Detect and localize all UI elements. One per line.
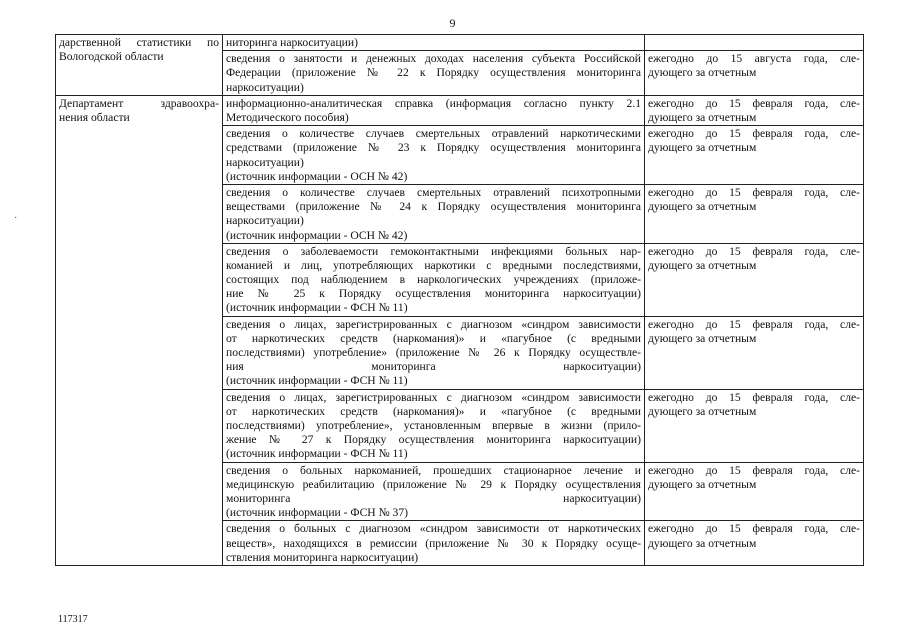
text-line: сведения о больных наркоманией, прошедших стационарное лечение и xyxy=(226,463,641,477)
text-line: мониторинга наркоситуации) xyxy=(226,491,641,505)
text-line: ежегодно до 15 февраля года, сле- xyxy=(648,522,860,536)
text-line: сведения о лицах, зарегистрированных с диагнозом «синдром зависимости xyxy=(226,390,641,404)
cell-information xyxy=(223,316,645,389)
text-line: от наркотических средств (наркомания)» и «пагубное (с вредными xyxy=(226,404,641,418)
cell-deadline xyxy=(645,184,864,243)
monitoring-schedule-table xyxy=(55,34,864,566)
cell-deadline xyxy=(645,521,864,566)
text-line: ние № 25 к Порядку осуществления мониторинга наркоситуации) xyxy=(226,287,641,301)
text-line: жение № 27 к Порядку осуществления мониторинга наркоситуации) xyxy=(226,433,641,447)
text-line: информационно-аналитическая справка (информация согласно пункту 2.1 xyxy=(226,96,641,110)
cell-deadline xyxy=(645,35,864,51)
text-line: дующего за отчетным xyxy=(648,404,757,418)
text-line: дующего за отчетным xyxy=(648,477,757,491)
text-line: дующего за отчетным xyxy=(648,331,757,345)
cell-information xyxy=(223,51,645,96)
margin-mark: · xyxy=(14,213,18,224)
text-line: средствами (приложение № 23 к Порядку осуществления мониторинга xyxy=(226,141,641,155)
text-line: сведения о больных с диагнозом «синдром зависимости от наркотических xyxy=(226,522,641,536)
text-line: Методического пособия) xyxy=(226,110,349,124)
text-line: наркоситуации) xyxy=(226,214,304,228)
cell-deadline xyxy=(645,316,864,389)
cell-information xyxy=(223,184,645,243)
text-line: веществ», находящихся в ремиссии (приложение № 30 к Порядку осуще- xyxy=(226,536,641,550)
cell-deadline xyxy=(645,95,864,125)
footer-code: 117317 xyxy=(58,614,88,625)
text-line: (источник информации - ФСН № 11) xyxy=(226,301,408,315)
text-line: дующего за отчетным xyxy=(648,141,757,155)
text-line: дующего за отчетным xyxy=(648,110,757,124)
text-line: сведения о лицах, зарегистрированных с диагнозом «синдром зависимости xyxy=(226,317,641,331)
text-line: ежегодно до 15 февраля года, сле- xyxy=(648,244,860,258)
table-row xyxy=(56,95,864,125)
text-line: ежегодно до 15 февраля года, сле- xyxy=(648,127,860,141)
text-line: Федерации (приложение № 22 к Порядку осуществления мониторинга xyxy=(226,66,641,80)
text-line: Департамент здравоохра- xyxy=(59,96,219,110)
text-line: ниторинга наркоситуации) xyxy=(226,36,358,49)
cell-deadline xyxy=(645,51,864,96)
text-line: сведения о занятости и денежных доходах населения субъекта Российской xyxy=(226,52,641,66)
text-line: ния мониторинга наркоситуации) xyxy=(226,360,641,374)
cell-information xyxy=(223,243,645,316)
text-line: веществами (приложение № 24 к Порядку осуществления мониторинга xyxy=(226,200,641,214)
text-line: последствиями) употребление», установленным впервые в жизни (прило- xyxy=(226,418,641,432)
text-line: дующего за отчетным xyxy=(648,200,757,214)
text-line: медицинскую реабилитацию (приложение № 29 к Порядку осуществления xyxy=(226,477,641,491)
text-line: сведения о заболеваемости гемоконтактными инфекциями больных нар- xyxy=(226,244,641,258)
text-line: сведения о количестве случаев смертельных отравлений психотропными xyxy=(226,185,641,199)
cell-source xyxy=(56,95,223,565)
cell-source xyxy=(56,35,223,96)
text-line: последствиями) употребление» (приложение № 26 к Порядку осуществле- xyxy=(226,346,641,360)
text-line: ежегодно до 15 февраля года, сле- xyxy=(648,185,860,199)
text-line: ежегодно до 15 февраля года, сле- xyxy=(648,317,860,331)
text-line: (источник информации - ОСН № 42) xyxy=(226,169,408,183)
text-line: наркоситуации) xyxy=(226,80,304,94)
cell-information xyxy=(223,35,645,51)
text-line: (источник информации - ФСН № 11) xyxy=(226,447,408,461)
cell-deadline xyxy=(645,462,864,521)
table-row xyxy=(56,35,864,51)
text-line: наркоситуации) xyxy=(226,155,304,169)
text-line: состоящих под наблюдением в наркологических учреждениях (приложе- xyxy=(226,273,641,287)
cell-information xyxy=(223,521,645,566)
text-line: ежегодно до 15 февраля года, сле- xyxy=(648,96,860,110)
text-line: сведения о количестве случаев смертельных отравлений наркотическими xyxy=(226,127,641,141)
text-line: (источник информации - ОСН № 42) xyxy=(226,228,408,242)
text-line: (источник информации - ФСН № 11) xyxy=(226,374,408,388)
text-line: дующего за отчетным xyxy=(648,536,757,550)
page-number: 9 xyxy=(449,16,456,30)
text-line: дующего за отчетным xyxy=(648,66,757,80)
text-line: (источник информации - ФСН № 37) xyxy=(226,506,408,520)
cell-deadline xyxy=(645,126,864,185)
text-line: ежегодно до 15 февраля года, сле- xyxy=(648,390,860,404)
text-line: команией и лиц, употребляющих наркотики с вредными последствиями, xyxy=(226,258,641,272)
text-line: ежегодно до 15 августа года, сле- xyxy=(648,52,860,66)
text-line: от наркотических средств (наркомания)» и «пагубное (с вредными xyxy=(226,331,641,345)
cell-information xyxy=(223,126,645,185)
cell-information xyxy=(223,95,645,125)
cell-deadline xyxy=(645,389,864,462)
text-line: нения области xyxy=(59,110,130,124)
cell-deadline xyxy=(645,243,864,316)
text-line: ежегодно до 15 февраля года, сле- xyxy=(648,463,860,477)
text-line: дующего за отчетным xyxy=(648,258,757,272)
text-line: ствления мониторинга наркоситуации) xyxy=(226,550,419,564)
text-line: дарственной статистики по xyxy=(59,36,219,49)
cell-information xyxy=(223,389,645,462)
text-line: Вологодской области xyxy=(59,50,164,64)
cell-information xyxy=(223,462,645,521)
